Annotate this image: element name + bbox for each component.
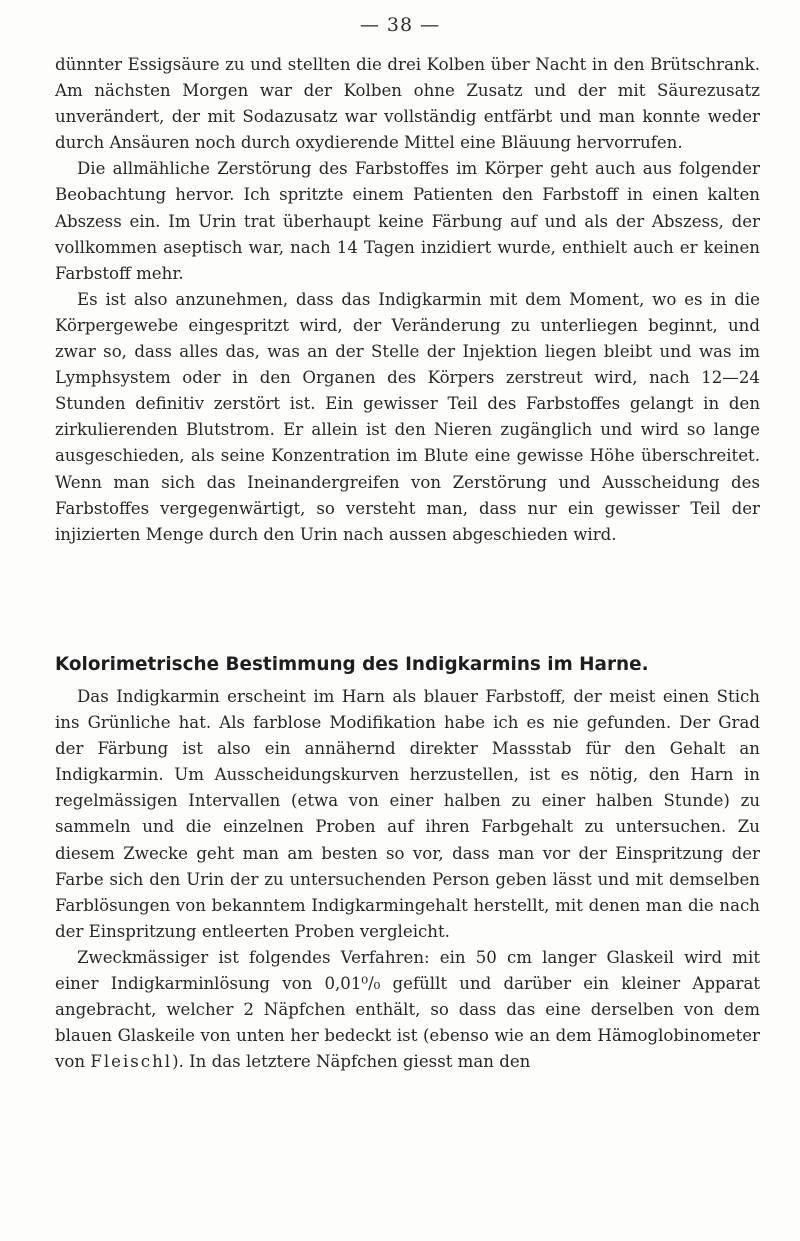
author-name-fleischl: Fleischl <box>90 1052 173 1072</box>
paragraph-abscess-observation: Die allmähliche Zerstörung des Farbstoffes im Körper geht auch aus folgender Beobachtung hervor. Ich spritzte einem Patienten den Farbstoff in einen kalten Abszess ein. Im Urin trat überhaupt keine Färbung auf und als der Abszess, der vollkommen aseptisch war, nach 14 Tagen inzidiert wurde, enthielt auch er keinen Farbstoff mehr. <box>55 159 760 283</box>
method-text-end: ). In das letztere Näpfchen giesst man den <box>172 1052 531 1072</box>
paragraph-continuation: dünnter Essigsäure zu und stellten die drei Kolben über Nacht in den Brütschrank. Am nächsten Morgen war der Kolben ohne Zusatz und der mit Säurezusatz unverändert, der mit Sodazusatz war vollständig entfärbt und man konnte weder durch Ansäuren noch durch oxydierende Mittel eine Bläuung hervorrufen. <box>55 55 760 153</box>
method-text-start: Zweckmässiger ist folgendes Verfahren: ein 50 cm langer Glaskeil wird mit einer Indigkarminlösung von 0,01⁰/₀ gefüllt und darüber ein kleiner Apparat angebracht, welcher 2 Näpfchen enthält, so dass das eine derselben von dem blauen Glaskeile von unten her bedeckt ist (ebenso wie an dem Hämoglobinometer von <box>55 947 760 1072</box>
body-text-top <box>55 52 760 548</box>
paragraph-glass-wedge-method <box>55 945 760 1075</box>
page-number: — 38 — <box>359 14 441 36</box>
paragraph-destruction-excretion: Es ist also anzunehmen, dass das Indigkarmin mit dem Moment, wo es in die Körpergewebe eingespritzt wird, der Veränderung zu unterliegen beginnt, und zwar so, dass alles das, was an der Stelle der Injektion liegen bleibt und was im Lymphsystem oder in den Organen des Körpers zerstreut wird, nach 12—24 Stunden definitiv zerstört ist. Ein gewisser Teil des Farbstoffes gelangt in den zirkulierenden Blutstrom. Er allein ist den Nieren zugänglich und wird so lange ausgeschieden, als seine Konzentration im Blute eine gewisse Höhe überschreitet. Wenn man sich das Ineinandergreifen von Zerstörung und Ausscheidung des Farbstoffes vergegenwärtigt, so versteht man, dass nur ein gewisser Teil der injizierten Menge durch den Urin nach aussen abgeschieden wird. <box>55 289 760 544</box>
body-text-bottom <box>55 684 760 1075</box>
paragraph-colorimetry-intro: Das Indigkarmin erscheint im Harn als blauer Farbstoff, der meist einen Stich ins Grünliche hat. Als farblose Modifikation habe ich es nie gefunden. Der Grad der Färbung ist also ein annähernd direkter Massstab für den Gehalt an Indigkarmin. Um Ausscheidungskurven herzustellen, ist es nötig, den Harn in regelmässigen Intervallen (etwa von einer halben zu einer halben Stunde) zu sammeln und die einzelnen Proben auf ihren Farbgehalt zu untersuchen. Zu diesem Zwecke geht man am besten so vor, dass man vor der Einspritzung der Farbe sich den Urin der zu untersuchenden Person geben lässt und mit demselben Farblösungen von bekanntem Indigkarmingehalt herstellt, mit denen man die nach der Einspritzung entleerten Proben vergleicht. <box>55 687 760 941</box>
section-heading: Kolorimetrische Bestimmung des Indigkarmins im Harne. <box>55 654 649 675</box>
